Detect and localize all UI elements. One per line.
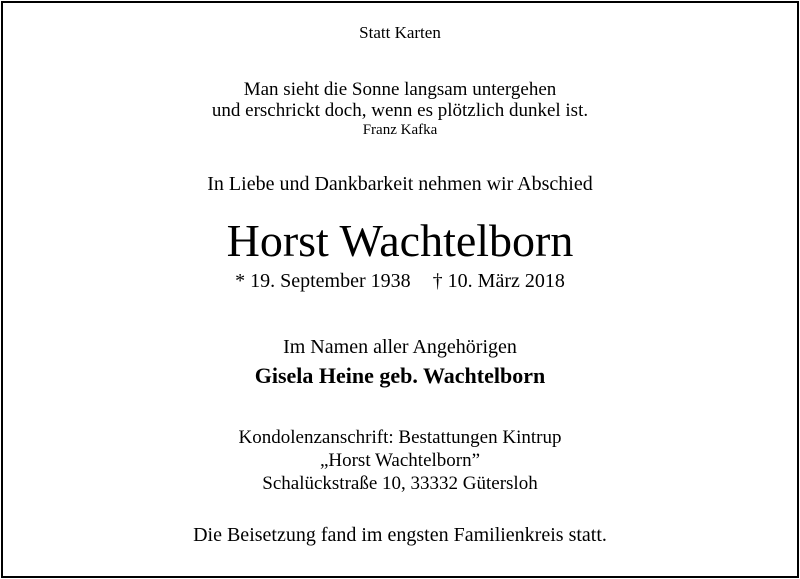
quote-line-2: und erschrickt doch, wenn es plötzlich dunkel ist.: [211, 100, 589, 121]
condolence-line-1: Kondolenzanschrift: Bestattungen Kintrup: [238, 427, 562, 448]
family-intro: Im Namen aller Angehörigen: [283, 336, 517, 358]
deceased-name: Horst Wachtelborn: [226, 215, 574, 266]
condolence-line-3: Schalückstraße 10, 33332 Gütersloh: [262, 473, 538, 494]
condolence-line-2: „Horst Wachtelborn”: [319, 450, 481, 471]
birth-date: * 19. September 1938: [235, 270, 411, 292]
quote-author: Franz Kafka: [362, 122, 438, 138]
death-date: † 10. März 2018: [432, 270, 565, 292]
life-dates: [0, 271, 800, 291]
farewell-text: In Liebe und Dankbarkeit nehmen wir Abschied: [207, 173, 593, 195]
header-text: Statt Karten: [359, 23, 441, 42]
quote-line-1: Man sieht die Sonne langsam untergehen: [243, 79, 557, 100]
closing-text: Die Beisetzung fand im engsten Familienkreis statt.: [193, 524, 607, 546]
family-name: Gisela Heine geb. Wachtelborn: [254, 363, 546, 388]
